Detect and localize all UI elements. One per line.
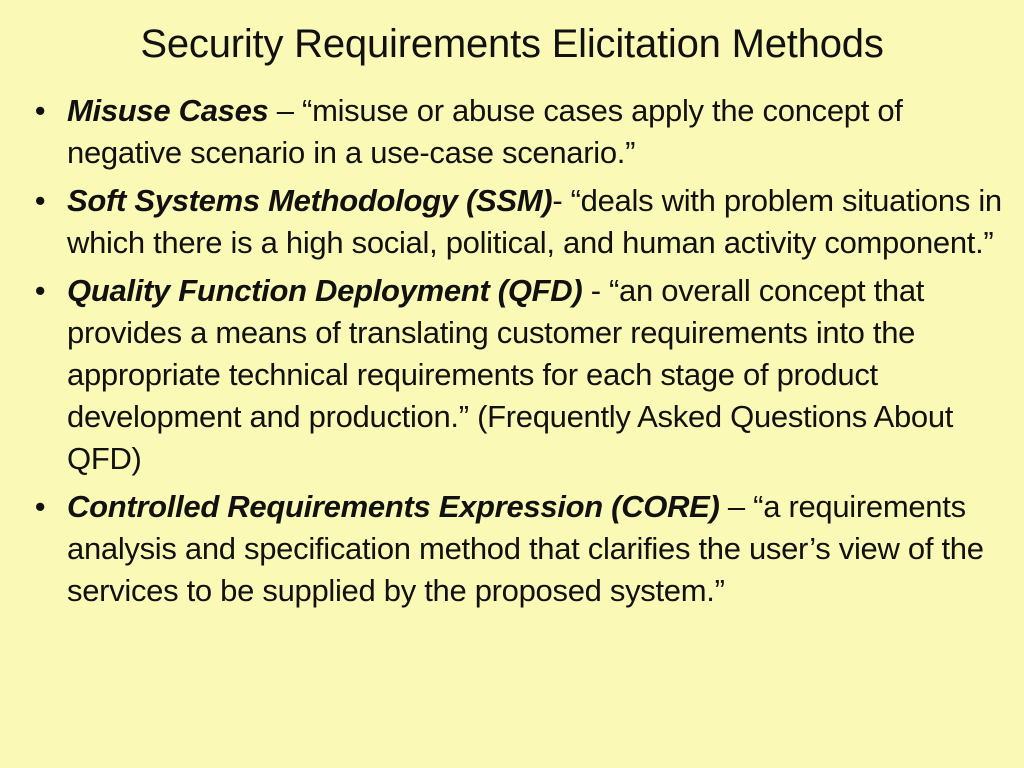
bullet-term: Controlled Requirements Expression (CORE) xyxy=(67,489,720,524)
list-item xyxy=(30,180,1005,264)
list-item xyxy=(30,90,1005,174)
bullet-icon: • xyxy=(34,273,46,308)
bullet-separator: – xyxy=(268,93,303,128)
bullet-icon: • xyxy=(34,93,46,128)
list-item xyxy=(30,486,1005,612)
bullet-term: Soft Systems Methodology (SSM) xyxy=(67,183,553,218)
bullet-term: Quality Function Deployment (QFD) xyxy=(67,273,583,308)
slide-title: Security Requirements Elicitation Methods xyxy=(140,22,884,66)
bullet-definition: “a requirements analysis and specification method that clarifies the user’s view of the services to be supplied by the proposed system.” xyxy=(67,489,984,608)
list-item xyxy=(30,270,1005,480)
bullet-definition: “an overall concept that provides a means of translating customer requirements into the appropriate technical requirements for each stage of product development and production.” (Frequently Asked Questions About QFD) xyxy=(67,273,954,476)
bullet-separator: - xyxy=(552,183,571,218)
bullet-definition: “misuse or abuse cases apply the concept of negative scenario in a use-case scenario.” xyxy=(67,93,903,170)
bullet-definition: “deals with problem situations in which there is a high social, political, and human activity component.” xyxy=(67,183,1002,260)
bullet-list xyxy=(30,90,1005,618)
bullet-term: Misuse Cases xyxy=(67,93,269,128)
bullet-separator: - xyxy=(582,273,610,308)
bullet-separator: – xyxy=(719,489,754,524)
bullet-icon: • xyxy=(34,183,46,218)
bullet-icon: • xyxy=(34,489,46,524)
